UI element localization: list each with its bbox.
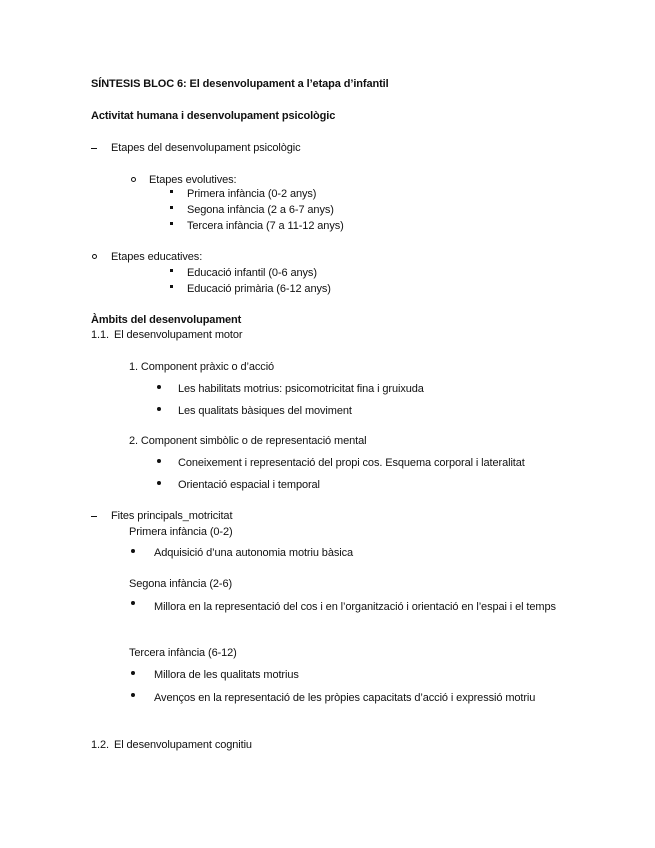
component-heading: 2. Component simbòlic o de representació mental	[129, 435, 367, 447]
dot-bullet-icon	[131, 601, 135, 605]
square-bullet-icon	[170, 269, 173, 272]
list-item-dash: Etapes del desenvolupament psicològic	[111, 142, 301, 154]
dot-bullet-icon	[131, 549, 135, 553]
list-item: Orientació espacial i temporal	[178, 479, 320, 491]
list-item: Adquisició d’una autonomia motriu bàsica	[154, 547, 354, 559]
section-number: 1.1.	[91, 329, 109, 341]
dot-bullet-icon	[131, 693, 135, 697]
list-item: Segona infància (2 a 6-7 anys)	[187, 204, 334, 216]
list-item: Tercera infància (7 a 11-12 anys)	[187, 220, 344, 232]
dash-bullet-icon	[91, 148, 97, 149]
list-item: Primera infància (0-2 anys)	[187, 188, 317, 200]
section-number: 1.2.	[91, 739, 109, 751]
component-heading: 1. Component pràxic o d’acció	[129, 361, 275, 373]
dot-bullet-icon	[157, 385, 161, 389]
sublist-label: Etapes evolutives:	[149, 174, 237, 186]
list-item: Educació infantil (0-6 anys)	[187, 267, 317, 279]
circle-bullet-icon	[92, 254, 97, 259]
dot-bullet-icon	[157, 481, 161, 485]
list-item: Educació primària (6-12 anys)	[187, 283, 331, 295]
list-item: Les habilitats motrius: psicomotricitat fina i gruixuda	[178, 383, 424, 395]
list-item: Millora de les qualitats motrius	[154, 669, 299, 681]
list-item: Coneixement i representació del propi cos. Esquema corporal i lateralitat	[178, 457, 525, 469]
list-item-dash: Fites principals_motricitat	[111, 510, 233, 522]
circle-bullet-icon	[131, 177, 136, 182]
section-heading: Activitat humana i desenvolupament psicològic	[91, 110, 336, 122]
square-bullet-icon	[170, 222, 173, 225]
section-heading: Àmbits del desenvolupament	[91, 314, 242, 326]
dot-bullet-icon	[131, 671, 135, 675]
dot-bullet-icon	[157, 459, 161, 463]
subsection-title: El desenvolupament motor	[114, 329, 243, 341]
square-bullet-icon	[170, 190, 173, 193]
stage-heading: Primera infància (0-2)	[129, 526, 233, 538]
subsection-title: El desenvolupament cognitiu	[114, 739, 252, 751]
sublist-label: Etapes educatives:	[111, 251, 203, 263]
list-item: Millora en la representació del cos i en l’organització i orientació en l’espai i el temps	[154, 601, 556, 613]
dash-bullet-icon	[91, 516, 97, 517]
square-bullet-icon	[170, 206, 173, 209]
list-item: Les qualitats bàsiques del moviment	[178, 405, 352, 417]
square-bullet-icon	[170, 285, 173, 288]
stage-heading: Tercera infància (6-12)	[129, 647, 237, 659]
stage-heading: Segona infància (2-6)	[129, 578, 233, 590]
list-item: Avenços en la representació de les pròpies capacitats d’acció i expressió motriu	[154, 692, 536, 704]
dot-bullet-icon	[157, 407, 161, 411]
document-title: SÍNTESIS BLOC 6: El desenvolupament a l’etapa d’infantil	[91, 78, 389, 90]
